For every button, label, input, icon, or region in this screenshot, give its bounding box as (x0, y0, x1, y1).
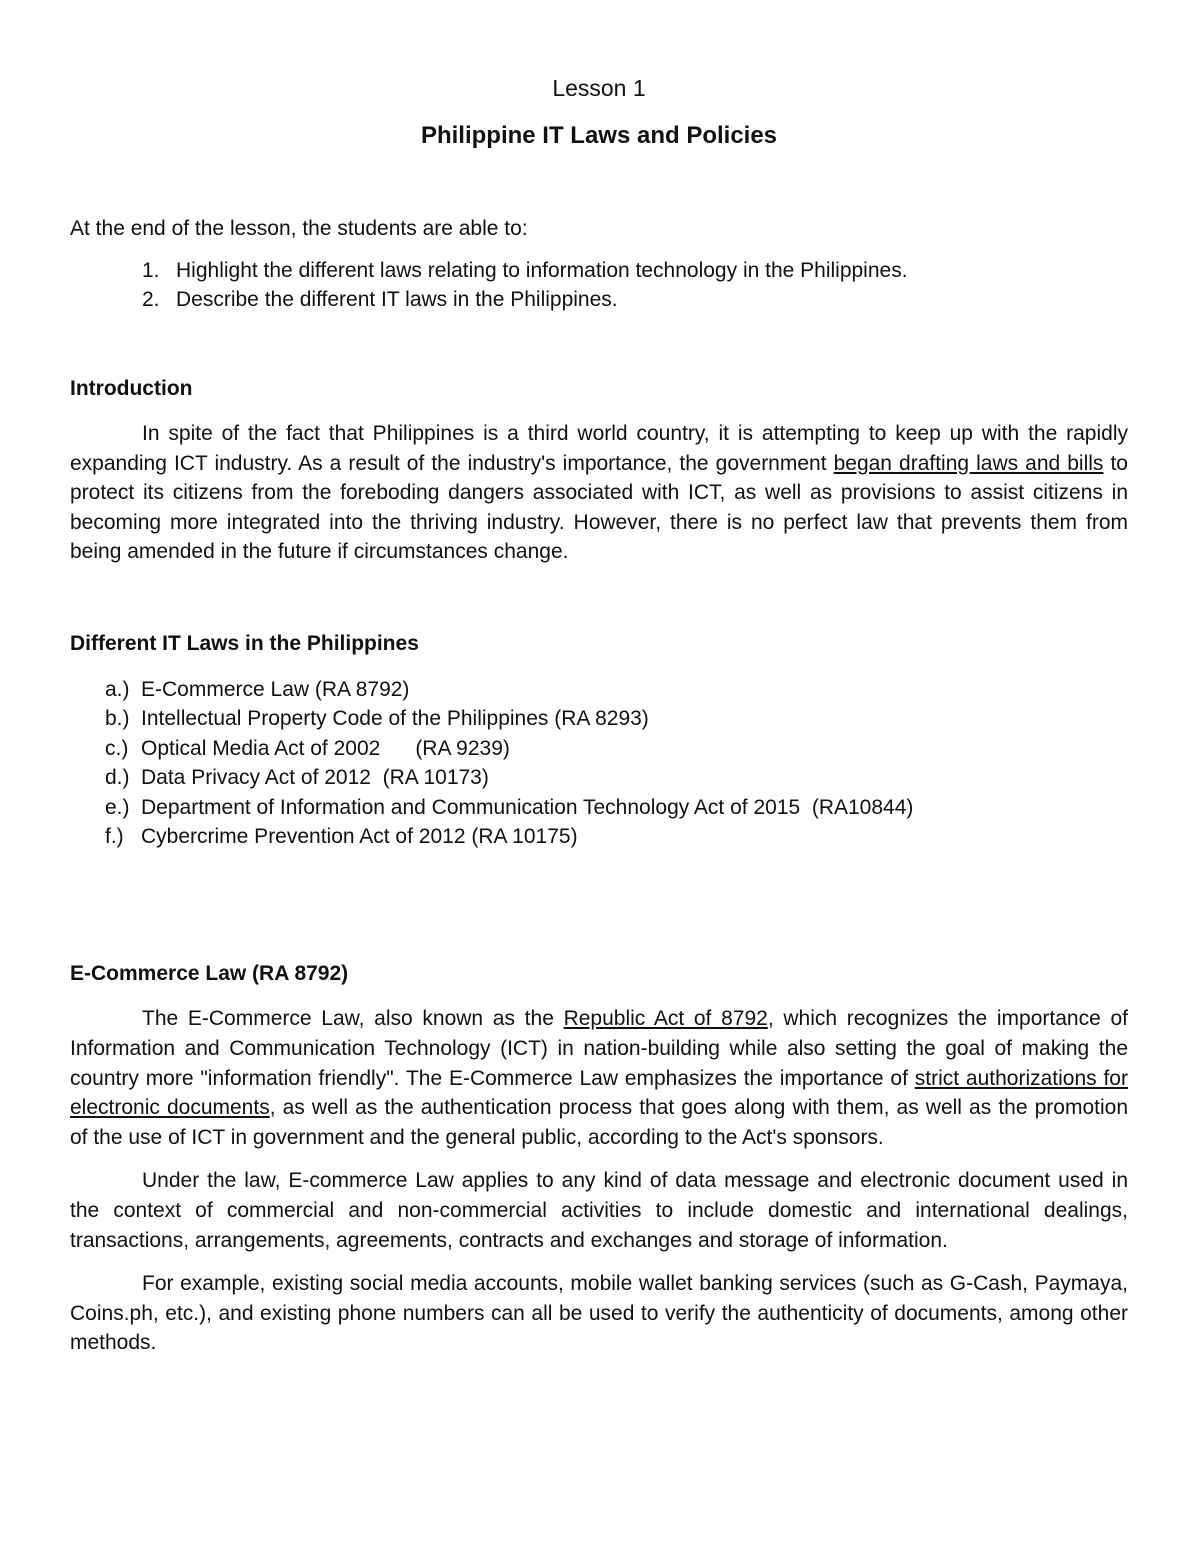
law-letter: e.) (105, 795, 130, 819)
law-text: E-Commerce Law (RA 8792) (141, 677, 410, 701)
intro-text-part: to protect its citizens from the foreboding dangers associated with ICT, as well as provisions to assist citizens in becoming more integrated into the thriving industry. However, there is no perfect law that prevents them from being amended in the future if circumstances change. (70, 451, 1128, 564)
lesson-number: Lesson 1 (552, 75, 646, 101)
law-item (70, 793, 1128, 822)
lesson-title: Philippine IT Laws and Policies (420, 122, 778, 149)
objectives-list (70, 256, 1128, 314)
objective-text: Highlight the different laws relating to information technology in the Philippines. (176, 259, 908, 282)
intro-text-part: In spite of the fact that Philippines is a third world country, it is attempting to keep up with the rapidly expanding ICT industry. As a result of the industry's importance, the government (70, 422, 1128, 475)
law-letter: a.) (105, 677, 130, 701)
objective-item (70, 285, 1128, 314)
law-item (70, 763, 1128, 792)
law-text: Intellectual Property Code of the Philippines (RA 8293) (141, 707, 649, 731)
ecommerce-paragraph-2: Under the law, E-commerce Law applies to any kind of data message and electronic document used in the context of commercial and non-commercial activities to include domestic and international dealings, transactions, arrangements, agreements, contracts and exchanges and storage of information. (70, 1169, 1128, 1252)
ecommerce-underlined-phrase: Republic Act of 8792 (563, 1007, 768, 1031)
law-item (70, 822, 1128, 851)
ecommerce-text-part: , which recognizes the importance of Information and Communication Technology (ICT) in nation-building while also setting the goal of making the country more "information friendly". The E-Commerce Law emphasizes the importance of (70, 1007, 1128, 1090)
ecommerce-underlined-phrase: strict authorizations for electronic documents (70, 1066, 1128, 1120)
law-letter: f.) (105, 825, 124, 848)
law-letter: c.) (105, 736, 129, 760)
objective-text: Describe the different IT laws in the Philippines. (176, 288, 618, 311)
introduction-paragraph (70, 419, 1128, 567)
law-item (70, 675, 1128, 704)
law-text: Department of Information and Communication Technology Act of 2015 (RA10844) (141, 795, 914, 819)
laws-list (70, 675, 1128, 851)
intro-underlined-phrase: began drafting laws and bills (833, 451, 1104, 475)
law-text: Data Privacy Act of 2012 (RA 10173) (141, 766, 489, 790)
law-letter: d.) (105, 766, 130, 790)
objectives-intro: At the end of the lesson, the students are able to: (70, 217, 528, 240)
law-item (70, 704, 1128, 733)
objective-number: 1. (142, 259, 160, 282)
law-item (70, 734, 1128, 763)
objective-item (70, 256, 1128, 285)
ecommerce-text-part: The E-Commerce Law, also known as the (142, 1007, 564, 1031)
law-text: Cybercrime Prevention Act of 2012 (RA 10175) (141, 825, 578, 848)
laws-heading: Different IT Laws in the Philippines (70, 631, 419, 655)
introduction-heading: Introduction (70, 377, 193, 400)
ecommerce-paragraph-3: For example, existing social media accounts, mobile wallet banking services (such as G-Cash, Paymaya, Coins.ph, etc.), and existing phone numbers can all be used to verify the authenticity of documents, among other methods. (70, 1272, 1128, 1355)
law-text: Optical Media Act of 2002 (RA 9239) (141, 736, 510, 760)
objective-number: 2. (142, 288, 160, 311)
ecommerce-heading: E-Commerce Law (RA 8792) (70, 962, 349, 986)
ecommerce-text-part: , as well as the authentication process that goes along with them, as well as the promotion of the use of ICT in government and the general public, according to the Act's sponsors. (70, 1096, 1128, 1149)
law-letter: b.) (105, 707, 130, 731)
document-page (70, 72, 1128, 1358)
ecommerce-paragraph-1 (70, 1004, 1128, 1152)
